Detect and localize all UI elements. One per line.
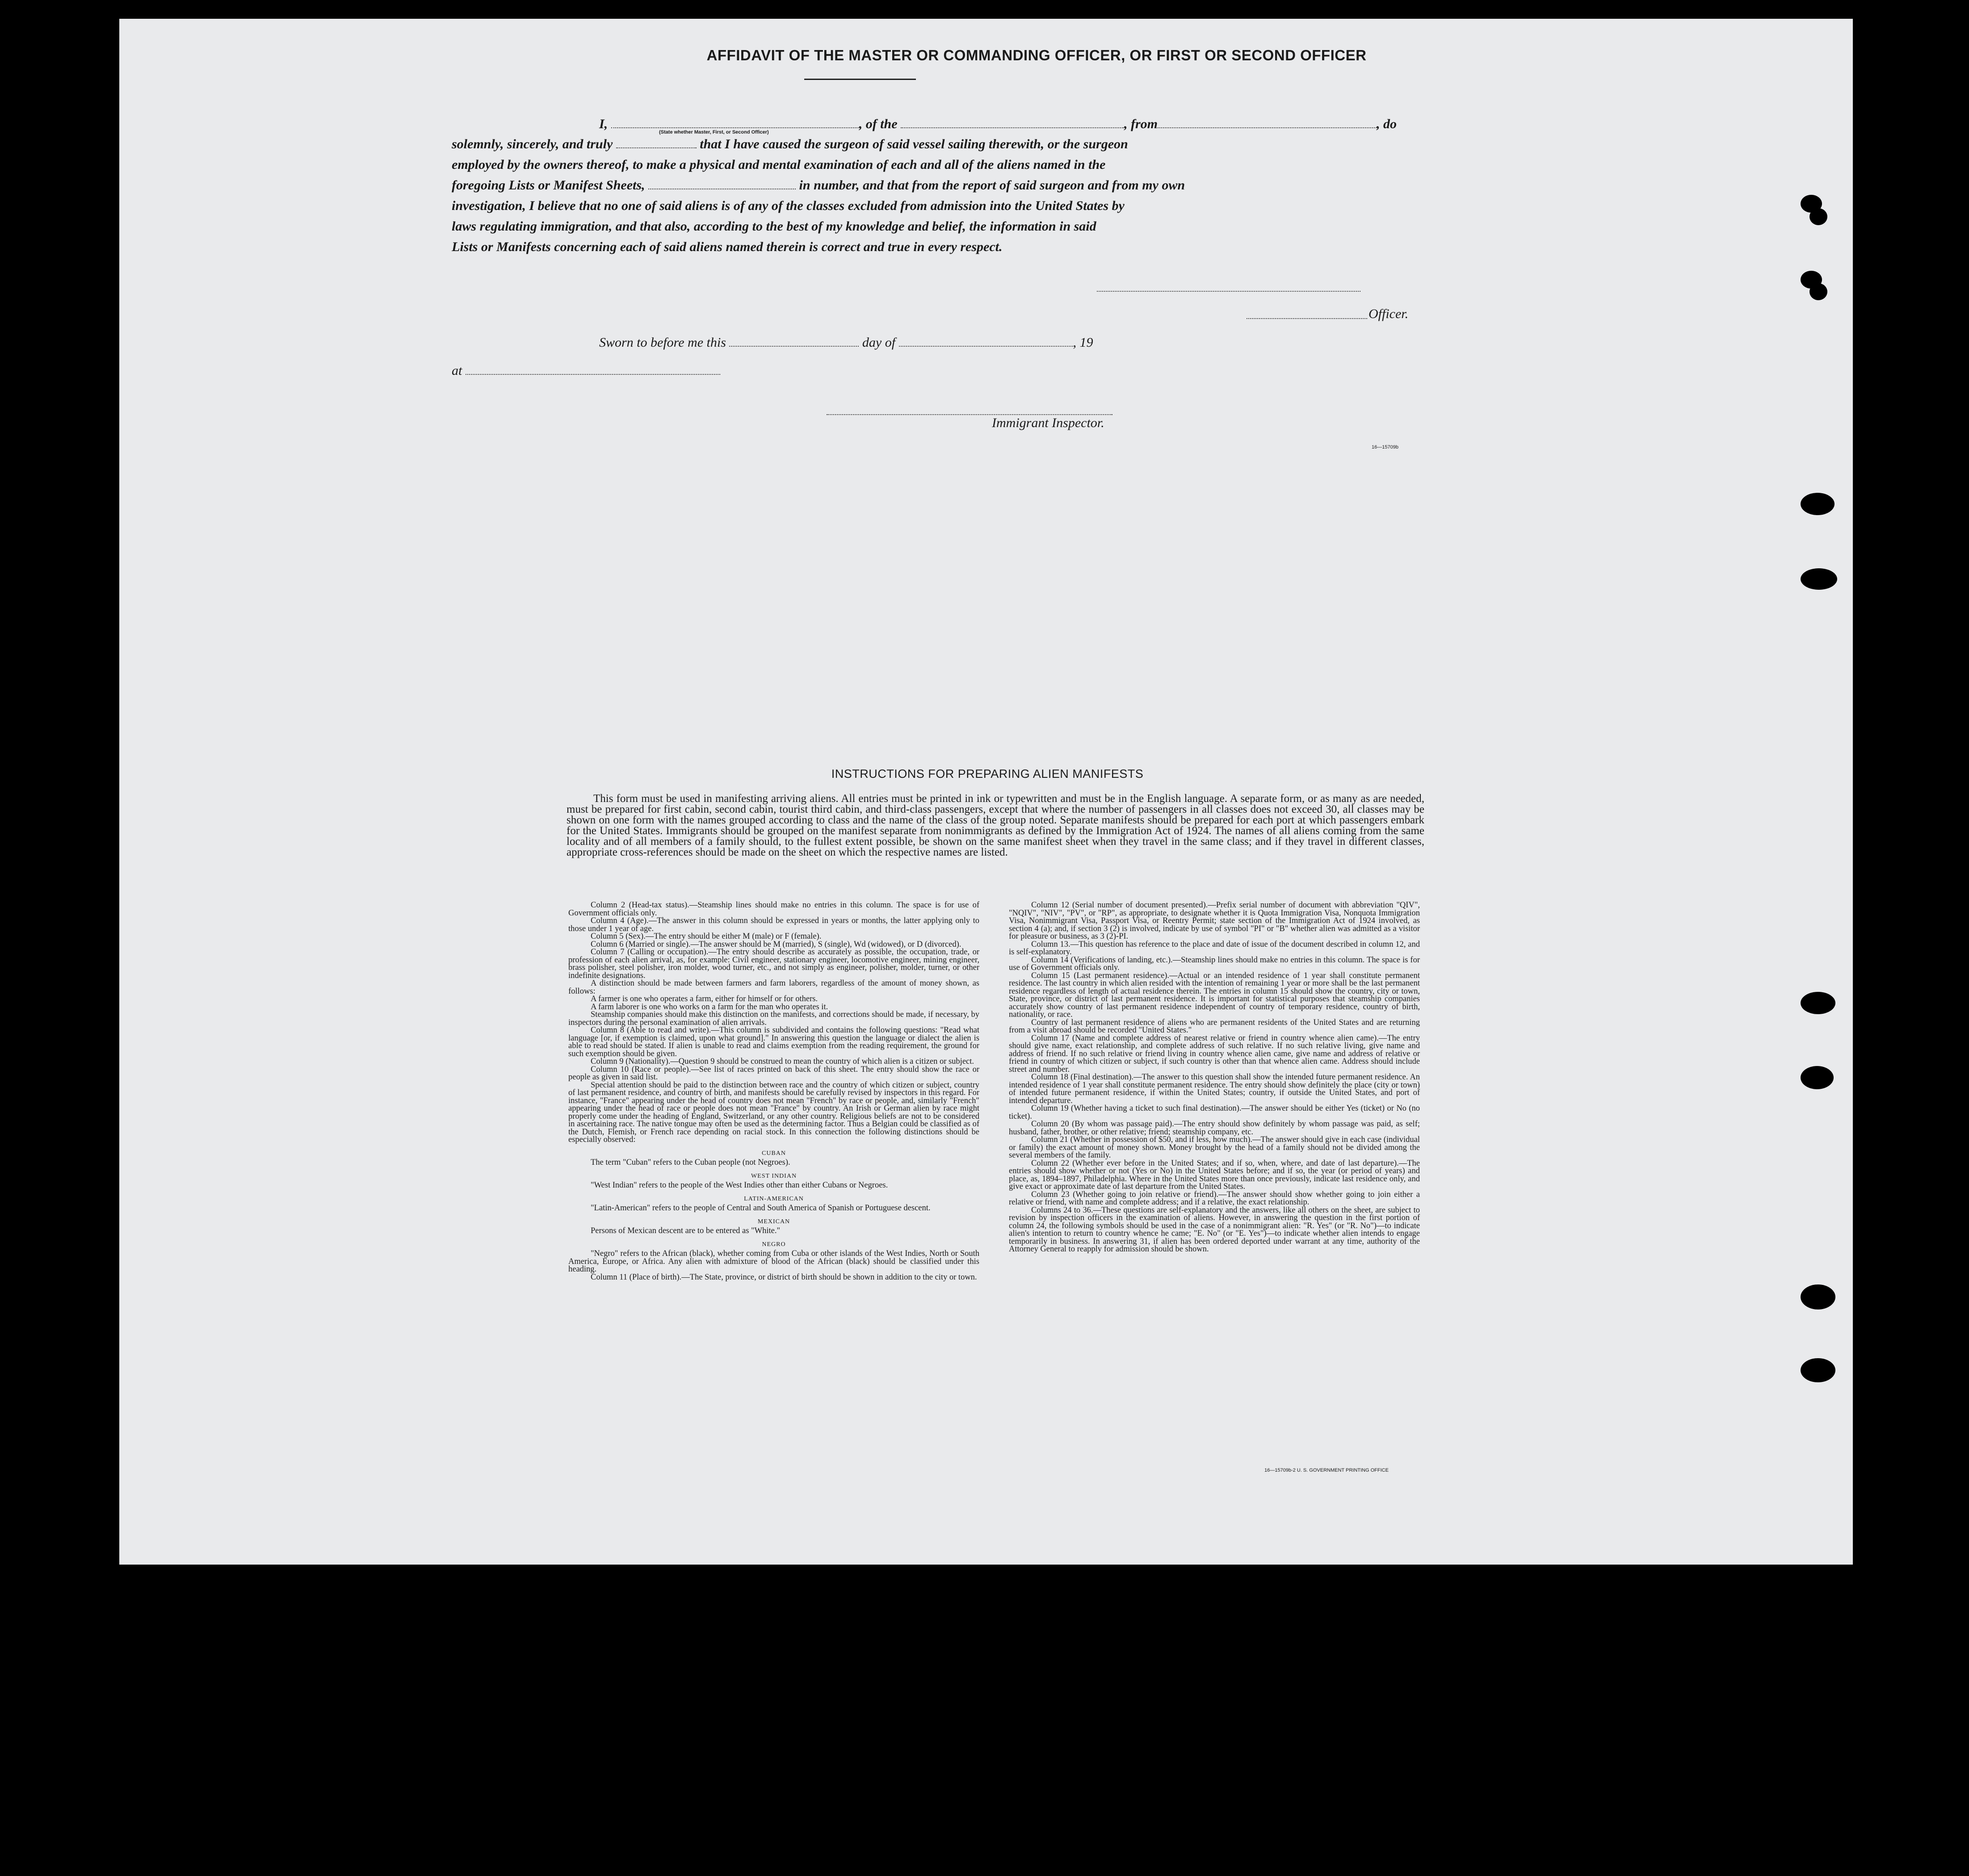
punch-hole (1801, 1066, 1834, 1089)
officer-label: Officer. (1369, 306, 1409, 321)
label-from: , from (1124, 117, 1158, 131)
paragraph: Column 8 (Able to read and write).—This column is subdivided and contains the following questions: "Read what language [or, if exemption is claimed, upon what ground]." In answering this question the language or dialect the alien is able to read should be stated. If alien is unable to read and claims exemption from the reading requirement, the ground for such exemption should be given. (568, 1026, 979, 1058)
paragraph: Columns 24 to 36.—These questions are self-explanatory and the answers, like all others on the sheet, are subject to revision by inspection officers in the examination of aliens. However, in answering the question in the first portion of column 24, the following symbols should be used in the case of a nonimmigrant alien: "R. Yes" (or "R. No")—to indicate alien's intention to return to country whence he came; "E. No" (or "E. Yes")—to indicate whether alien intends to engage temporarily in business. In answering 31, if alien has been ordered deported under warrant at any time, authority of the Attorney General to reapply for admission should be shown. (1009, 1205, 1420, 1254)
paragraph: Column 18 (Final destination).—The answer to this question shall show the intended future permanent residence. An intended residence of 1 year shall constitute permanent residence. The entry should show definitely the place (city or town) of intended future permanent residence, if within the United States; country, if outside the United States, and port of intended departure. (1009, 1073, 1420, 1105)
affidavit-title: AFFIDAVIT OF THE MASTER OR COMMANDING OFFICER, OR FIRST OR SECOND OFFICER (706, 47, 1367, 63)
paragraph: Column 4 (Age).—The answer in this column should be expressed in years or months, the latter applying only to those under 1 year of age. (568, 916, 979, 933)
affidavit-line-6: laws regulating immigration, and that also, according to the best of my knowledge and belief, the information in said (452, 219, 1096, 234)
paragraph: Column 10 (Race or people).—See list of races printed on back of this sheet. The entry should show the race or people as given in said list. (568, 1065, 979, 1082)
officer-rank-field[interactable] (611, 118, 859, 128)
paragraph: Special attention should be paid to the distinction between race and the country of which citizen or subject, country of last permanent residence, and country of birth, and manifests should be carefully revised by inspectors in this regard. For instance, "France" appearing under the head of country does not mean "French" by race or people, and, similarly "French" appearing under the head of race or people does not mean "France" by country. An Irish or German alien by race might properly come under the heading of England, Switzerland, or any other country. Religious beliefs are not to be considered in ascertaining race. The native tongue may often be used as the determining factor. Thus a Belgian could be classified as of the Dutch, Flemish, or French race depending on racial stock. In this connection the following distinctions should be especially observed: (568, 1080, 979, 1144)
paragraph: Column 5 (Sex).—The entry should be either M (male) or F (female). (591, 932, 822, 941)
punch-hole (1809, 283, 1827, 300)
punch-hole (1801, 568, 1837, 590)
at-line: at (452, 361, 1301, 381)
paragraph: Steamship companies should make this distinction on the manifests, and corrections should be made, if necessary, by inspectors during the personal examination of alien arrivals. (568, 1010, 979, 1027)
subheading: CUBAN (761, 1150, 786, 1157)
paragraph: Column 19 (Whether having a ticket to such final destination).—The answer should be either Yes (ticket) or No (no ticket). (1009, 1104, 1420, 1121)
subheading: LATIN-AMERICAN (744, 1195, 804, 1202)
subheading: WEST INDIAN (751, 1172, 797, 1179)
subheading: MEXICAN (757, 1218, 790, 1225)
printing-office-footer: 16—15709b-2 U. S. GOVERNMENT PRINTING OFFICE (1264, 1468, 1389, 1473)
label-i: I, (599, 117, 608, 131)
instructions-intro: This form must be used in manifesting arriving aliens. All entries must be printed in ink or typewritten and must be in the English language. A separate form, or as many as are needed, must be prepared for first cabin, second cabin, tourist third cabin, and third-class passengers, except that where the number of passengers in all classes does not exceed 30, all classes may be shown on one form with the names grouped according to class and the name of the class of the group noted. Separate manifests should be prepared for each port at which passengers embark for the United States. Immigrants should be grouped on the manifest separate from nonimmigrants as defined by the Immigration Act of 1924. The names of all aliens coming from the same locality and of all members of a family should, to the fullest extent possible, be shown on the same manifest sheet when they travel in the same class; and if they travel in different classes, appropriate cross-references should be made on the sheet on which the respective names are listed. (567, 793, 1424, 858)
paragraph: Column 20 (By whom was passage paid).—The entry should show definitely by whom passage was paid, as self; husband, father, brother, or other relative; friend; steamship company, etc. (1009, 1120, 1420, 1137)
affidavit-line-5: investigation, I believe that no one of said aliens is of any of the classes excluded from admission into the United States by (452, 198, 1125, 213)
affidavit-line-4: foregoing Lists or Manifest Sheets, in number, and that from the report of said surgeon and from my own (452, 178, 1185, 193)
instructions-right-column (1009, 902, 1420, 1254)
instructions-left-column (568, 902, 979, 1281)
punch-hole (1801, 992, 1835, 1014)
signature-line-upper[interactable] (1097, 291, 1360, 292)
punch-hole (1801, 1284, 1835, 1309)
affidavit-line-1 (452, 114, 1397, 134)
paragraph: Column 23 (Whether going to join relative or friend).—The answer should show whether going to join either a relative or friend, with name and complete address; and if a relative, the exact relationship. (1009, 1190, 1420, 1207)
paragraph: Column 13.—This question has reference to the place and date of issue of the document described in column 12, and is self-explanatory. (1009, 940, 1420, 957)
title-underline (804, 79, 916, 80)
paragraph: Column 6 (Married or single).—The answer should be M (married), S (single), Wd (widowed), or D (divorced). (591, 940, 961, 949)
punch-hole (1809, 208, 1827, 225)
paragraph: Column 2 (Head-tax status).—Steamship lines should make no entries in this column. The space is for use of Government officials only. (568, 901, 979, 918)
sworn-day-field[interactable] (729, 337, 859, 347)
instructions-title: INSTRUCTIONS FOR PREPARING ALIEN MANIFESTS (831, 767, 1144, 781)
paragraph: Column 12 (Serial number of document presented).—Prefix serial number of document with abbreviation "QIV", "NQIV", "NIV", "PV", or "RP", as appropriate, to designate whether it is Quota Immigration Visa, Nonquota Immigration Visa, Nonimmigrant Visa, Passport Visa, or Reentry Permit; state section of the Immigration Act of 1924 involved, as section 4 (a); and, if section 3 (2) is involved, indicate by use of symbol "PI" or "B" whether alien was admitted as a visitor for pleasure or business, as 3 (2)-PI. (1009, 901, 1420, 941)
paragraph: A distinction should be made between farmers and farm laborers, regardless of the amount of money shown, as follows: (568, 979, 979, 996)
affidavit-line-7: Lists or Manifests concerning each of said aliens named therein is correct and true in every respect. (452, 239, 1003, 254)
sworn-line: Sworn to before me this day of , 19 (599, 335, 1093, 350)
paragraph: Column 7 (Calling or occupation).—The entry should describe as accurately as possible, the occupation, trade, or profession of each alien arrival, as, for example: Civil engineer, stationary engineer, locomotive engineer, mining engineer, brass polisher, steel polisher, iron molder, wood turner, etc., and not simply as engineer, polisher, molder, turner, or other indefinite designations. (568, 948, 979, 980)
paragraph: Column 14 (Verifications of landing, etc.).—Steamship lines should make no entries in this column. The space is for use of Government officials only. (1009, 955, 1420, 972)
punch-hole (1801, 493, 1835, 515)
paragraph: Column 21 (Whether in possession of $50, and if less, how much).—The answer should give in each case (individual or family) the exact amount of money shown. Money brought by the head of a family should not be divided among the several members of the family. (1009, 1135, 1420, 1160)
affidavit-line-2: solemnly, sincerely, and truly that I have caused the surgeon of said vessel sailing therewith, or the surgeon (452, 137, 1128, 151)
paragraph: Column 15 (Last permanent residence).—Actual or an intended residence of 1 year shall constitute permanent residence. The last country in which alien resided with the intention of remaining 1 year or more shall be the last permanent residence regardless of length of actual residence therein. The entries in column 15 should show the country, city or town, State, province, or district of last permanent residence. It is important for statistical purposes that steamship companies accurately show country of last permanent residence independent of country of temporary residence, country of birth, nationality, or race. (1009, 971, 1420, 1019)
paragraph: Column 22 (Whether ever before in the United States; and if so, when, where, and date of last departure).—The entries should show whether or not (Yes or No) in the United States before; and if so, the year (or period of years) and place, as, 1894–1897, Philadelphia. Where in the United States more than once previously, indicate last residence only, and give exact or approximate date of last departure from the United States. (1009, 1158, 1420, 1191)
paragraph: "Latin-American" refers to the people of Central and South America of Spanish or Portuguese descent. (591, 1204, 931, 1213)
paragraph: Persons of Mexican descent are to be entered as "White." (591, 1226, 781, 1235)
paragraph: Column 9 (Nationality).—Question 9 should be construed to mean the country of which alien is a citizen or subject. (591, 1057, 974, 1066)
inspector-label: Immigrant Inspector. (992, 415, 1104, 430)
punch-hole (1801, 1358, 1835, 1382)
state-rank-note: (State whether Master, First, or Second Officer) (659, 130, 769, 135)
label-of-the: , of the (859, 117, 898, 131)
form-number: 16—15709b (1372, 445, 1398, 450)
paragraph: Column 17 (Name and complete address of nearest relative or friend in country whence alien came).—The entry should give name, exact relationship, and complete address of such relative. If no such relative living, give name and address of friend. If no such relative or friend living in country whence alien came, give name and address of relative or friend in country of which citizen or subject, if such country is other than that whence alien came. Address should include street and number. (1009, 1033, 1420, 1074)
paragraph: Country of last permanent residence of aliens who are permanent residents of the United States and are returning from a visit abroad should be recorded "United States." (1009, 1018, 1420, 1035)
paragraph: A farmer is one who operates a farm, either for himself or for others. (591, 995, 818, 1003)
place-field[interactable] (466, 365, 720, 375)
port-from-field[interactable] (1158, 118, 1377, 128)
paragraph: A farm laborer is one who works on a farm for the man who operates it. (591, 1002, 828, 1011)
sworn-month-field[interactable] (899, 337, 1073, 347)
subheading: NEGRO (762, 1241, 786, 1248)
paragraph: "Negro" refers to the African (black), whether coming from Cuba or other islands of the West Indies, North or South America, Europe, or Africa. Any alien with admixture of blood of the African (black) should be classified under this heading. (568, 1249, 979, 1274)
truly-field[interactable] (616, 138, 697, 148)
officer-signature-line[interactable] (1247, 318, 1367, 319)
sheet-count-field[interactable] (648, 180, 796, 189)
paragraph: The term "Cuban" refers to the Cuban people (not Negroes). (591, 1158, 790, 1167)
inspector-signature-line[interactable] (827, 414, 1113, 415)
affidavit-line-3: employed by the owners thereof, to make a physical and mental examination of each and all of the aliens named in the (452, 157, 1106, 172)
paragraph: "West Indian" refers to the people of the West Indies other than either Cubans or Negroes. (591, 1181, 888, 1190)
vessel-name-field[interactable] (901, 118, 1124, 128)
paragraph: Column 11 (Place of birth).—The State, province, or district of birth should be shown in addition to the city or town. (591, 1272, 977, 1282)
label-do: , do (1377, 117, 1397, 131)
